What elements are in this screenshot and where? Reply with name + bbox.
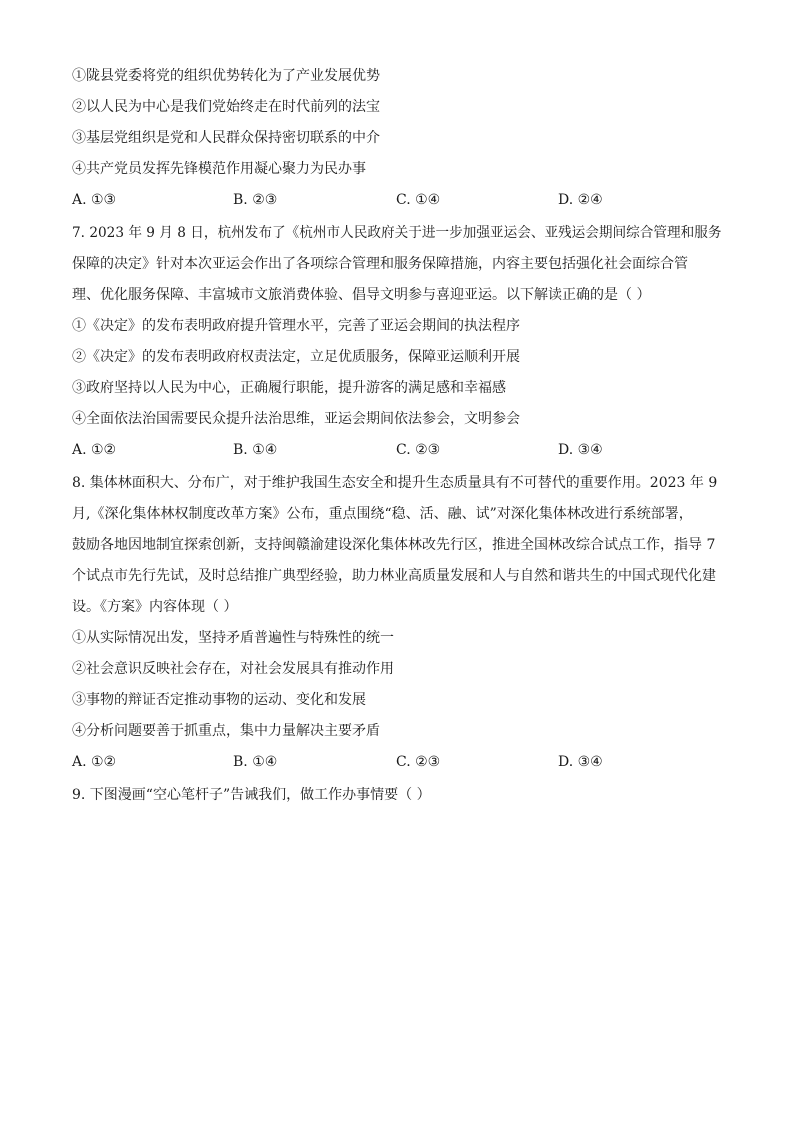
q8-option-a: A. ①② xyxy=(72,754,117,770)
q8-stem-line-1: 8. 集体林面积大、分布广，对于维护我国生态安全和提升生态质量具有不可替代的重要作用。2023 年 9 xyxy=(72,475,718,491)
q8-option-d: D. ③④ xyxy=(558,754,603,770)
q8-option-c: C. ②③ xyxy=(396,754,441,770)
q7-statement-3: ③政府坚持以人民为中心，正确履行职能，提升游客的满足感和幸福感 xyxy=(72,380,506,396)
q6-option-a: A. ①③ xyxy=(72,192,117,208)
q7-option-b: B. ①④ xyxy=(233,442,278,458)
q7-stem-line-1: 7. 2023 年 9 月 8 日，杭州发布了《杭州市人民政府关于进一步加强亚运会、亚残运会期间综合管理和服务 xyxy=(72,225,722,241)
q7-option-a: A. ①② xyxy=(72,442,117,458)
q8-statement-3: ③事物的辩证否定推动事物的运动、变化和发展 xyxy=(72,692,366,708)
q7-stem-line-3: 理、优化服务保障、丰富城市文旅消费体验、倡导文明参与喜迎亚运。以下解读正确的是（ ） xyxy=(72,287,651,303)
q6-statement-3: ③基层党组织是党和人民群众保持密切联系的中介 xyxy=(72,130,380,146)
q8-statement-1: ①从实际情况出发，坚持矛盾普遍性与特殊性的统一 xyxy=(72,630,394,646)
q7-statement-4: ④全面依法治国需要民众提升法治思维，亚运会期间依法参会，文明参会 xyxy=(72,411,520,427)
q7-option-d: D. ③④ xyxy=(558,442,603,458)
q6-statement-2: ②以人民为中心是我们党始终走在时代前列的法宝 xyxy=(72,99,380,115)
q9-stem: 9. 下图漫画“空心笔杆子”告诫我们，做工作办事情要（ ） xyxy=(72,787,431,803)
q8-stem-line-2: 月,《深化集体林权制度改革方案》公布，重点围绕“稳、活、融、试”对深化集体林改进行系统部署， xyxy=(72,506,693,522)
q7-option-c: C. ②③ xyxy=(396,442,441,458)
q6-statement-4: ④共产党员发挥先锋模范作用凝心聚力为民办事 xyxy=(72,161,366,177)
q6-statement-1: ①陇县党委将党的组织优势转化为了产业发展优势 xyxy=(72,68,380,84)
q7-stem-line-2: 保障的决定》针对本次亚运会作出了各项综合管理和服务保障措施，内容主要包括强化社会面综合管 xyxy=(72,256,688,272)
q8-statement-4: ④分析问题要善于抓重点，集中力量解决主要矛盾 xyxy=(72,723,380,739)
q8-stem-line-4: 个试点市先行先试，及时总结推广典型经验，助力林业高质量发展和人与自然和谐共生的中国式现代化建 xyxy=(72,568,716,584)
q6-option-d: D. ②④ xyxy=(558,192,603,208)
q8-stem-line-3: 鼓励各地因地制宜探索创新，支持闽赣渝建设深化集体林改先行区，推进全国林改综合试点工作，指导 7 xyxy=(72,537,716,553)
q8-statement-2: ②社会意识反映社会存在，对社会发展具有推动作用 xyxy=(72,661,394,677)
q8-option-b: B. ①④ xyxy=(233,754,278,770)
q8-stem-line-5: 设。《方案》内容体现（ ） xyxy=(72,599,238,615)
q6-option-b: B. ②③ xyxy=(233,192,278,208)
q7-statement-1: ①《决定》的发布表明政府提升管理水平，完善了亚运会期间的执法程序 xyxy=(72,318,520,334)
q7-statement-2: ②《决定》的发布表明政府权责法定，立足优质服务，保障亚运顺利开展 xyxy=(72,349,520,365)
q6-option-c: C. ①④ xyxy=(396,192,441,208)
